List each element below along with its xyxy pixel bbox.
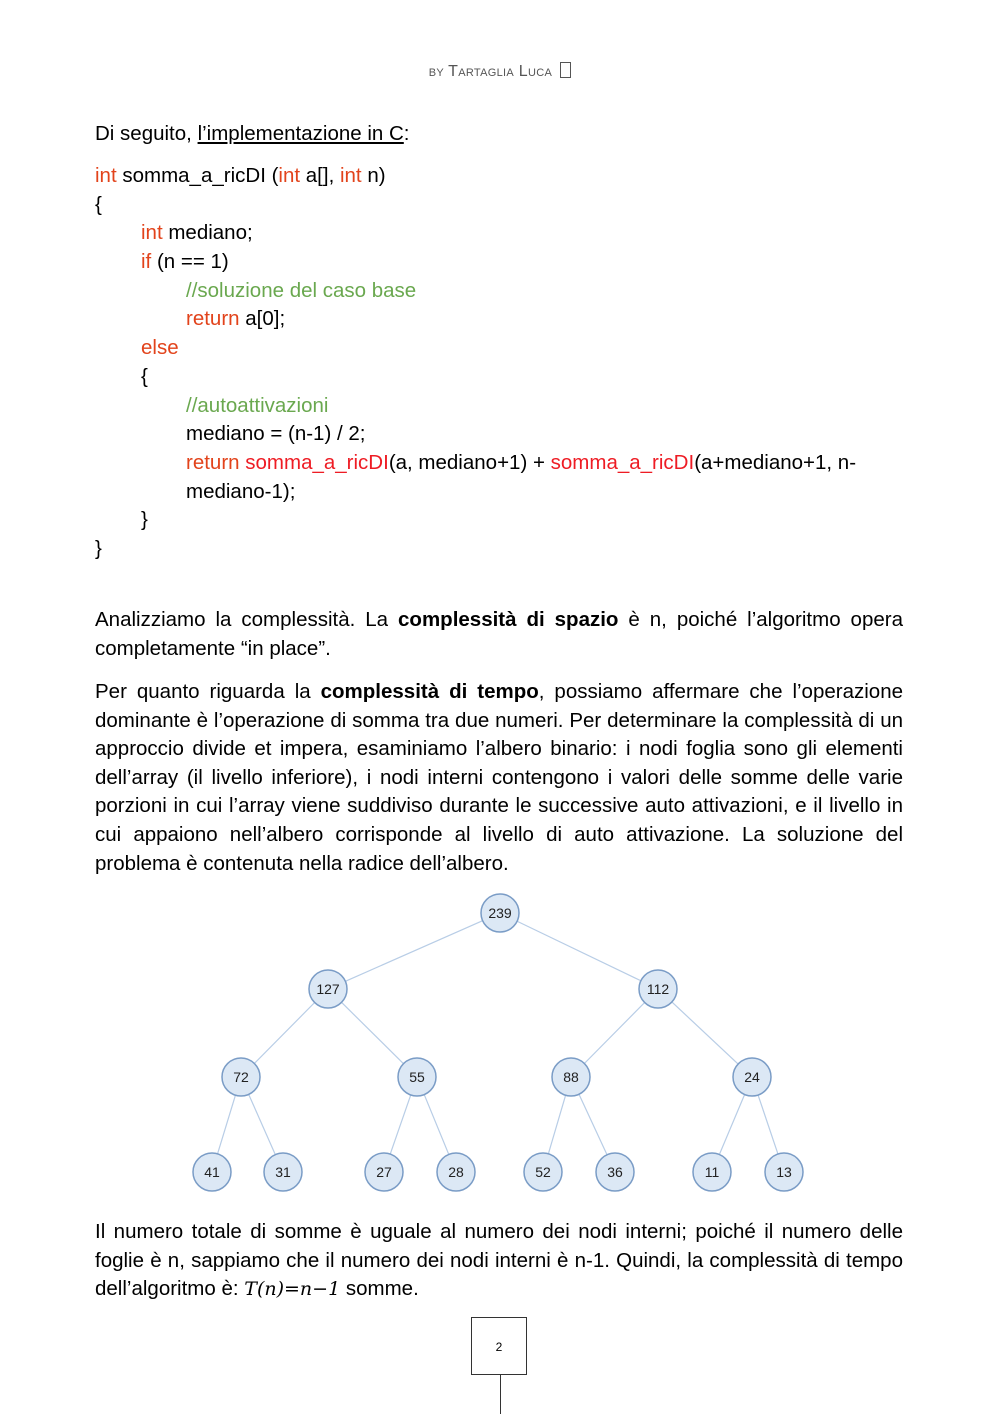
tree-node: [222, 1058, 260, 1096]
code-block: [95, 162, 903, 564]
code-line: {: [95, 192, 102, 216]
code-text: (a, mediano+1) +: [388, 450, 551, 474]
tree-node: [524, 1153, 562, 1191]
tree-edge: [719, 1095, 744, 1155]
tree-node: [596, 1153, 634, 1191]
tree-node-label: 36: [607, 1164, 623, 1180]
code-line: {: [141, 364, 148, 388]
text: Il numero totale di somme è uguale al numero dei nodi interni; poiché il numero delle foglie è n, sappiamo che il numero dei nodi interni è n-1. Quindi, la complessità di tempo dell’algoritmo è:: [95, 1220, 903, 1301]
text: , possiamo affermare che l’operazione dominante è l’operazione di somma tra due numeri. Per determinare la complessità di un approccio divide et impera, esaminiamo l’albero binario: i nodi foglia sono gli elementi dell’array (il livello inferiore), i nodi interni contengono i valori delle somme delle varie porzioni in cui l’array viene suddiviso durante le successive auto attivazioni, e il livello in cui appaiono nell’albero corrisponde al livello di auto attivazione. La soluzione del problema è contenuta nella radice dell’albero.: [95, 680, 903, 875]
tree-edge: [758, 1095, 778, 1154]
intro-line: [95, 120, 903, 149]
intro-prefix: Di seguito,: [95, 122, 198, 145]
tree-node-label: 112: [646, 981, 670, 997]
tree-node: [365, 1153, 403, 1191]
code-text: somma_a_ricDI (: [116, 164, 279, 187]
code-text: mediano;: [162, 221, 253, 245]
tree-edge: [342, 1002, 404, 1063]
tree-node: [264, 1153, 302, 1191]
page-number: 2: [471, 1317, 527, 1375]
tree-node-label: 27: [376, 1164, 392, 1180]
tree-node: [552, 1058, 590, 1096]
paragraph-conclusion: [95, 1218, 903, 1304]
intro-suffix: :: [403, 122, 410, 145]
text: somme.: [340, 1277, 419, 1301]
header-author: Tartaglia Luca: [448, 63, 553, 80]
code-text: (a+mediano+1, n-: [694, 450, 857, 474]
tree-node-label: 239: [488, 905, 512, 921]
code-line-return-base: [95, 305, 903, 334]
code-text: a[],: [300, 164, 340, 187]
tree-edge: [584, 1003, 644, 1064]
tree-node-label: 31: [275, 1164, 291, 1180]
tree-node: [693, 1153, 731, 1191]
bold-term: complessità di tempo: [320, 680, 539, 703]
tree-edge: [249, 1094, 276, 1154]
code-line-signature: [95, 162, 903, 191]
tree-node-label: 28: [448, 1164, 464, 1180]
tree-node-label: 13: [776, 1164, 792, 1180]
keyword: return: [186, 450, 240, 474]
keyword: if: [141, 250, 152, 274]
missing-glyph-icon: [560, 62, 571, 78]
tree-node: [398, 1058, 436, 1096]
text: è n, poiché l’algoritmo opera completamente “in place”.: [95, 608, 903, 660]
code-line-continuation: mediano-1);: [186, 479, 296, 503]
keyword: int: [95, 164, 117, 187]
binary-tree-diagram: [0, 880, 1000, 1210]
tree-edge: [579, 1094, 607, 1155]
bold-term: complessità di spazio: [398, 608, 619, 631]
tree-node-label: 52: [535, 1164, 551, 1180]
code-line: }: [95, 536, 102, 560]
keyword: return: [186, 307, 240, 331]
code-line: }: [141, 508, 148, 532]
tree-node-label: 127: [316, 981, 340, 997]
code-line-else: else: [141, 336, 179, 360]
keyword: int: [339, 164, 362, 187]
code-line-if: [95, 248, 903, 277]
tree-edge: [218, 1095, 236, 1154]
text: Per quanto riguarda la: [95, 680, 321, 703]
tree-nodes: [193, 894, 803, 1191]
header-by: by: [428, 63, 444, 80]
page-header: [0, 62, 1000, 81]
implementation-heading: l’implementazione in C: [197, 122, 404, 145]
math-formula: T(n)=n−1: [244, 1278, 341, 1301]
tree-node-label: 24: [744, 1069, 760, 1085]
tree-edge: [254, 1003, 314, 1064]
tree-node-label: 88: [563, 1069, 579, 1085]
code-text: (n == 1): [151, 250, 229, 274]
tree-edge: [517, 921, 641, 981]
code-line-mediano: mediano = (n-1) / 2;: [186, 422, 366, 446]
tree-edge: [390, 1095, 411, 1154]
tree-edge: [672, 1002, 738, 1064]
page-number-line: [500, 1375, 501, 1414]
tree-edges: [218, 921, 778, 1155]
keyword: int: [278, 164, 301, 187]
code-comment: //soluzione del caso base: [186, 278, 417, 302]
keyword: int: [141, 221, 163, 245]
text: Analizziamo la complessità. La: [95, 608, 399, 631]
code-line-return-recursive: [95, 449, 903, 478]
tree-node: [639, 970, 677, 1008]
tree-node-label: 41: [204, 1164, 220, 1180]
tree-edge: [424, 1095, 449, 1155]
code-text: n): [361, 164, 386, 187]
tree-node: [481, 894, 519, 932]
tree-node: [309, 970, 347, 1008]
code-line-declaration: [95, 219, 903, 248]
code-text: a[0];: [239, 307, 286, 331]
tree-node: [437, 1153, 475, 1191]
function-call: somma_a_ricDI: [550, 450, 695, 474]
paragraph-time-complexity: [95, 678, 903, 878]
tree-node: [765, 1153, 803, 1191]
tree-node-label: 11: [704, 1164, 720, 1180]
code-comment: //autoattivazioni: [186, 393, 329, 417]
tree-edge: [548, 1095, 565, 1154]
tree-edge: [345, 921, 482, 982]
tree-node: [733, 1058, 771, 1096]
tree-node-label: 72: [233, 1069, 249, 1085]
function-call: somma_a_ricDI: [239, 450, 389, 474]
tree-node-label: 55: [409, 1069, 425, 1085]
tree-node: [193, 1153, 231, 1191]
paragraph-space-complexity: [95, 606, 903, 663]
